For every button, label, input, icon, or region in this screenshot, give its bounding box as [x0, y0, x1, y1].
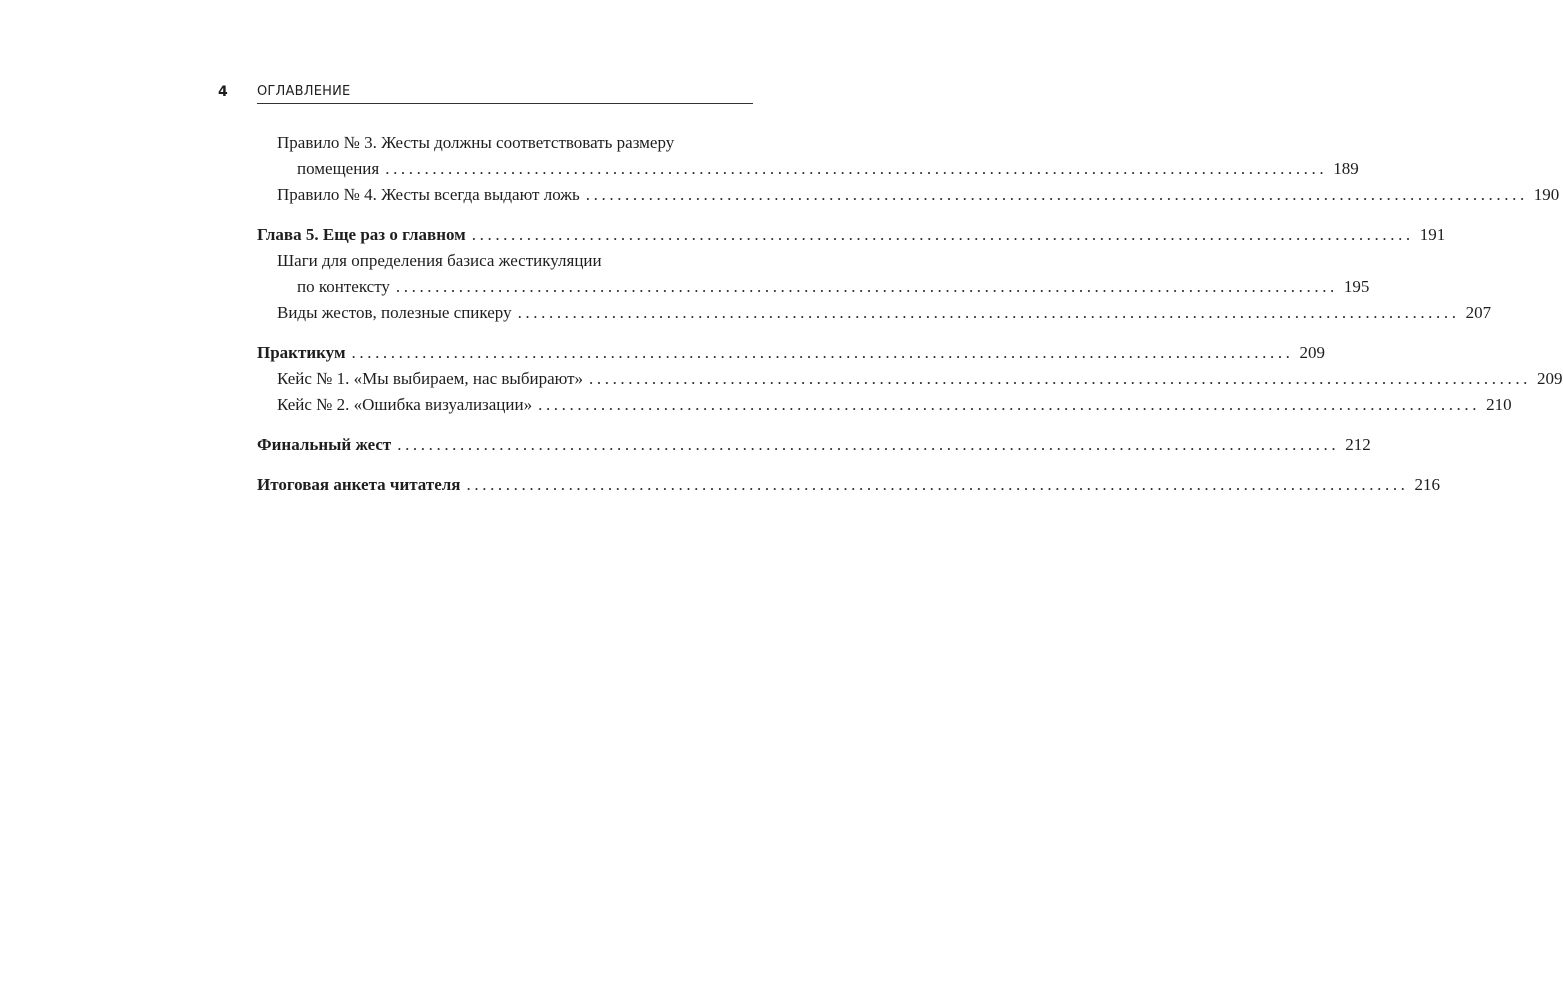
- toc-entry-steps-line1: Шаги для определения базиса жестикуляции: [277, 251, 602, 270]
- toc-entry-practicum: [257, 340, 1326, 366]
- toc-entry-steps: [257, 274, 1370, 300]
- toc-entry-rule3-line1: Правило № 3. Жесты должны соответствовать размеру: [277, 133, 675, 152]
- toc-entry-title: Кейс № 1. «Мы выбираем, нас выбирают»: [277, 369, 584, 388]
- toc-entry-title: Практикум: [257, 343, 346, 362]
- running-title: ОГЛАВЛЕНИЕ: [257, 84, 351, 99]
- toc-entry-questionnaire: [257, 472, 1441, 498]
- toc-entry-title: Глава 5. Еще раз о главном: [257, 225, 466, 244]
- toc-entry-page: 209: [1299, 343, 1326, 362]
- dot-leader: ........................................................................................................................: [397, 435, 1340, 454]
- toc-entry-page: 216: [1414, 475, 1441, 494]
- toc-entry-page: 189: [1333, 159, 1359, 178]
- toc-entry-chapter5: [257, 222, 1446, 248]
- dot-leader: ........................................................................................................................: [385, 159, 1328, 178]
- toc-entry-page: 209: [1537, 369, 1563, 388]
- dot-leader: ........................................................................................................................: [466, 475, 1409, 494]
- toc-entry-title: Виды жестов, полезные спикеру: [277, 303, 512, 322]
- toc-entry-title: помещения: [297, 159, 380, 178]
- toc-entry-rule4: [257, 182, 1560, 208]
- table-of-contents: [257, 130, 1563, 498]
- dot-leader: ........................................................................................................................: [585, 185, 1528, 204]
- toc-entry-page: 210: [1486, 395, 1512, 414]
- toc-entry-title: Финальный жест: [257, 435, 392, 454]
- header-rule: [257, 103, 753, 104]
- dot-leader: ........................................................................................................................: [351, 343, 1294, 362]
- toc-entry-final-gesture: [257, 432, 1371, 458]
- dot-leader: ........................................................................................................................: [395, 277, 1338, 296]
- toc-entry-rule3: [257, 156, 1359, 182]
- toc-entry-case2: [257, 392, 1512, 418]
- toc-entry-page: 190: [1533, 185, 1560, 204]
- toc-entry-gesture-types: [257, 300, 1492, 326]
- toc-entry-title: по контексту: [297, 277, 390, 296]
- toc-entry-title: Правило № 4. Жесты всегда выдают ложь: [277, 185, 580, 204]
- dot-leader: ........................................................................................................................: [517, 303, 1460, 322]
- dot-leader: ........................................................................................................................: [538, 395, 1481, 414]
- toc-entry-page: 212: [1345, 435, 1371, 454]
- toc-entry-page: 207: [1465, 303, 1492, 322]
- dot-leader: ........................................................................................................................: [589, 369, 1532, 388]
- page-number: 4: [218, 84, 228, 100]
- toc-entry-title: Итоговая анкета читателя: [257, 475, 461, 494]
- toc-entry-case1: [257, 366, 1563, 392]
- toc-entry-page: 191: [1419, 225, 1446, 244]
- dot-leader: ........................................................................................................................: [471, 225, 1414, 244]
- toc-entry-title: Кейс № 2. «Ошибка визуализации»: [277, 395, 533, 414]
- toc-entry-page: 195: [1343, 277, 1370, 296]
